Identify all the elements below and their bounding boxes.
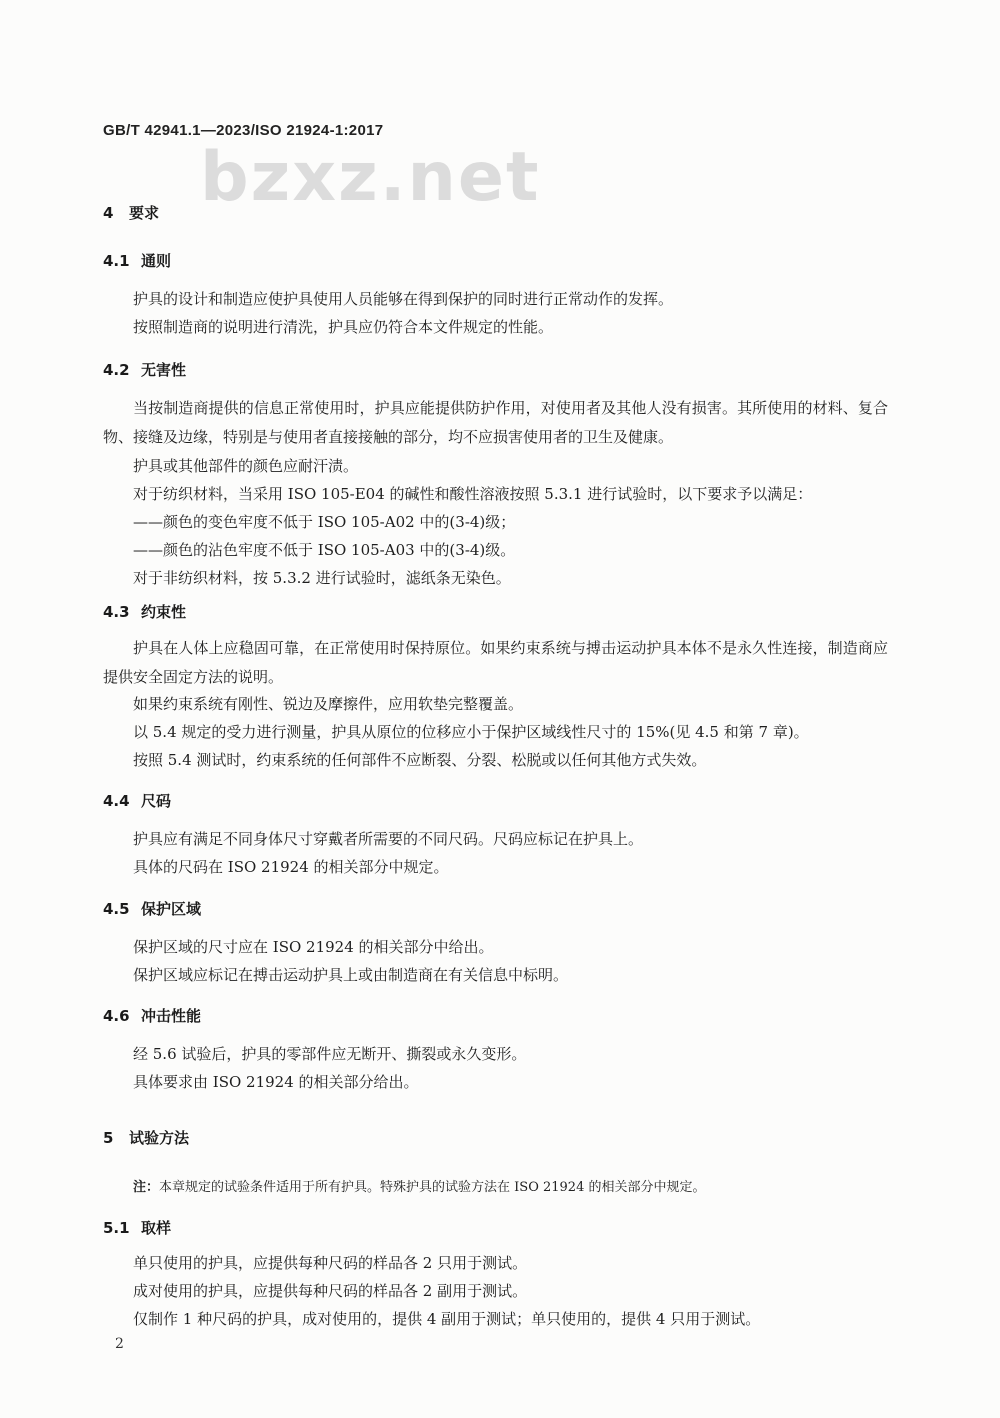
section-title: 要求	[129, 204, 160, 222]
section-4-6-heading	[103, 1005, 201, 1026]
list-item: ——颜色的沾色牢度不低于 ISO 105-A03 中的(3-4)级。	[133, 541, 516, 559]
section-title: 试验方法	[129, 1129, 190, 1147]
standard-code: GB/T 42941.1—2023/ISO 21924-1:2017	[103, 122, 384, 139]
note-label: 注：	[133, 1180, 160, 1195]
section-title: 取样	[141, 1219, 172, 1237]
paragraph: 按照 5.4 测试时，约束系统的任何部件不应断裂、分裂、松脱或以任何其他方式失效。	[133, 751, 707, 769]
section-title: 冲击性能	[141, 1007, 202, 1025]
section-4-2-heading	[103, 359, 186, 380]
paragraph: 护具或其他部件的颜色应耐汗渍。	[133, 457, 359, 475]
paragraph: 保护区域应标记在搏击运动护具上或由制造商在有关信息中标明。	[133, 966, 569, 984]
section-number: 5	[103, 1129, 114, 1147]
paragraph: 单只使用的护具，应提供每种尺码的样品各 2 只用于测试。	[133, 1254, 528, 1272]
section-4-3-heading	[103, 601, 186, 622]
section-title: 保护区域	[141, 900, 202, 918]
paragraph: 成对使用的护具，应提供每种尺码的样品各 2 副用于测试。	[133, 1282, 528, 1300]
section-4-1-heading	[103, 250, 171, 271]
section-number: 4.1	[103, 252, 130, 270]
section-4-heading	[103, 202, 159, 223]
section-5-heading	[103, 1127, 189, 1148]
paragraph: 保护区域的尺寸应在 ISO 21924 的相关部分中给出。	[133, 938, 494, 956]
paragraph: 按照制造商的说明进行清洗，护具应仍符合本文件规定的性能。	[133, 318, 554, 336]
paragraph: 经 5.6 试验后，护具的零部件应无断开、撕裂或永久变形。	[133, 1045, 527, 1063]
paragraph: 具体的尺码在 ISO 21924 的相关部分中规定。	[133, 858, 449, 876]
section-title: 尺码	[141, 792, 172, 810]
section-number: 4.5	[103, 900, 130, 918]
section-number: 5.1	[103, 1219, 130, 1237]
paragraph: 以 5.4 规定的受力进行测量，护具从原位的位移应小于保护区域线性尺寸的 15%(见 4.5 和第 7 章)。	[133, 723, 809, 741]
section-number: 4.4	[103, 792, 130, 810]
paragraph: 具体要求由 ISO 21924 的相关部分给出。	[133, 1073, 419, 1091]
section-number: 4	[103, 204, 114, 222]
section-title: 约束性	[141, 603, 187, 621]
paragraph: 仅制作 1 种尺码的护具，成对使用的，提供 4 副用于测试；单只使用的，提供 4 只用于测试。	[133, 1310, 761, 1328]
paragraph: 当按制造商提供的信息正常使用时，护具应能提供防护作用，对使用者及其他人没有损害。其所使用的材料、复合物、接缝及边缘，特别是与使用者直接接触的部分，均不应损害使用者的卫生及健康。	[103, 399, 888, 446]
paragraph: 对于纺织材料，当采用 ISO 105-E04 的碱性和酸性溶液按照 5.3.1 进行试验时，以下要求予以满足：	[133, 485, 813, 503]
page-number: 2	[115, 1336, 124, 1352]
watermark: bzxz.net	[200, 138, 541, 217]
paragraph: 对于非纺织材料，按 5.3.2 进行试验时，滤纸条无染色。	[133, 569, 511, 587]
section-4-5-heading	[103, 898, 201, 919]
section-number: 4.3	[103, 603, 130, 621]
note-text: 本章规定的试验条件适用于所有护具。特殊护具的试验方法在 ISO 21924 的相关部分中规定。	[159, 1180, 706, 1195]
section-number: 4.6	[103, 1007, 130, 1025]
paragraph: 护具在人体上应稳固可靠，在正常使用时保持原位。如果约束系统与搏击运动护具本体不是永久性连接，制造商应提供安全固定方法的说明。	[103, 639, 888, 686]
paragraph: 护具的设计和制造应使护具使用人员能够在得到保护的同时进行正常动作的发挥。	[133, 290, 674, 308]
section-5-1-heading	[103, 1217, 171, 1238]
note	[133, 1176, 705, 1195]
section-4-4-heading	[103, 790, 171, 811]
paragraph: 护具应有满足不同身体尺寸穿戴者所需要的不同尺码。尺码应标记在护具上。	[133, 830, 644, 848]
section-title: 通则	[141, 252, 172, 270]
section-number: 4.2	[103, 361, 130, 379]
paragraph: 如果约束系统有刚性、锐边及摩擦件，应用软垫完整覆盖。	[133, 695, 524, 713]
section-title: 无害性	[141, 361, 187, 379]
list-item: ——颜色的变色牢度不低于 ISO 105-A02 中的(3-4)级；	[133, 513, 516, 531]
